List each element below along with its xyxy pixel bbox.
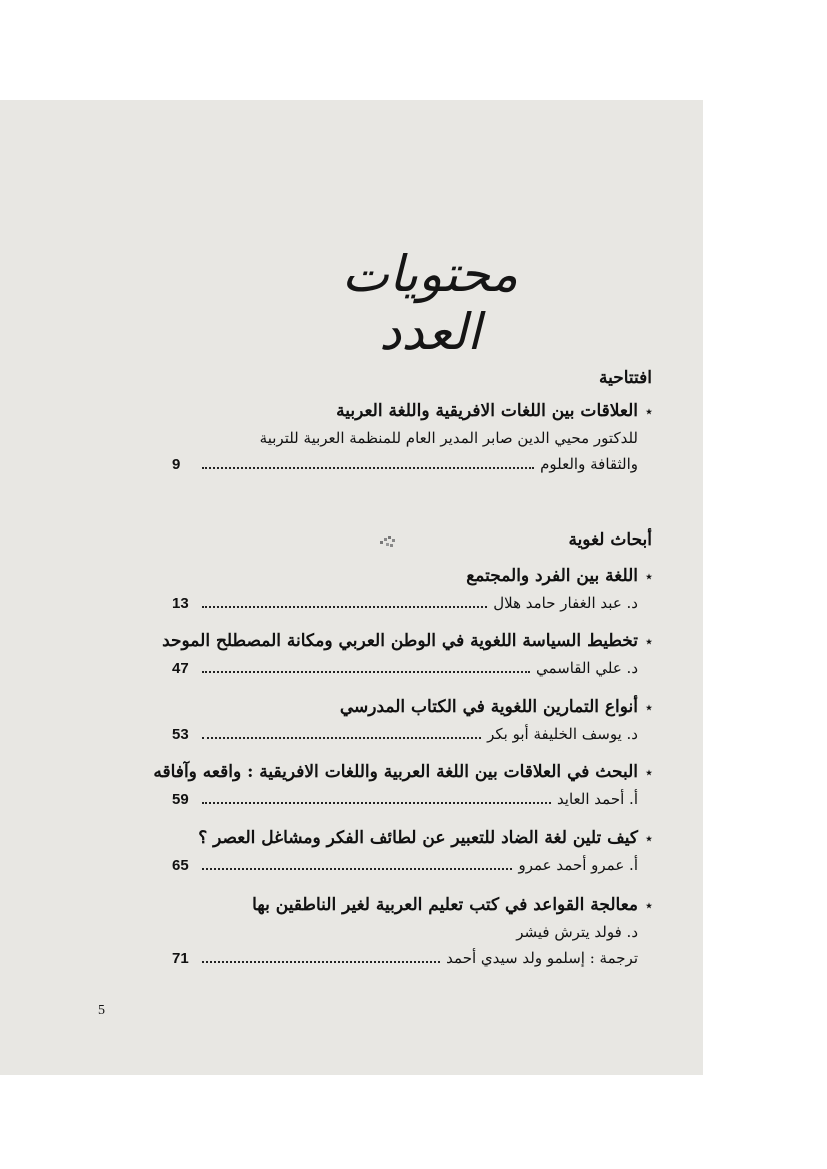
dot-leader: [202, 801, 551, 804]
bullet-icon: ٭: [646, 404, 652, 418]
toc-entry-5[interactable]: [172, 825, 652, 879]
toc-entry-4[interactable]: [153, 759, 652, 813]
entry-author-line: د. فولد يترش فيشر: [516, 922, 638, 941]
entry-page-number: 59: [172, 790, 189, 808]
page-number: 5: [98, 1003, 105, 1018]
dot-leader: [202, 960, 440, 963]
entry-author: والثقافة والعلوم: [540, 454, 638, 473]
entry-page-number: 53: [172, 725, 189, 743]
entry-author: د. عبد الغفار حامد هلال: [493, 593, 638, 612]
bullet-icon: ٭: [646, 765, 652, 779]
toc-entry-1[interactable]: [172, 563, 652, 617]
entry-title: ٭أنواع التمارين اللغوية في الكتاب المدرسي: [339, 697, 652, 717]
toc-title: محتويات العدد: [341, 245, 519, 361]
entry-row: [172, 451, 652, 478]
dot-leader: [202, 736, 481, 739]
bullet-icon: ٭: [646, 898, 652, 912]
entry-row: [172, 590, 652, 617]
entry-author: ترجمة : إسلمو ولد سيدي أحمد: [446, 948, 638, 967]
entry-author-line: للدكتور محيي الدين صابر المدير العام للمنظمة العربية للتربية: [259, 428, 638, 447]
toc-entry-editorial[interactable]: [172, 398, 652, 478]
scan-smudge-icon: [378, 532, 400, 550]
entry-title: ٭كيف تلين لغة الضاد للتعبير عن لطائف الفكر ومشاغل العصر ؟: [198, 828, 652, 848]
bullet-icon: ٭: [646, 831, 652, 845]
entry-author: د. علي القاسمي: [535, 658, 638, 677]
entry-row: [172, 945, 652, 972]
entry-page-number: 47: [172, 659, 189, 677]
dot-leader: [202, 605, 487, 608]
dot-leader: [202, 867, 512, 870]
bullet-icon: ٭: [646, 700, 652, 714]
entry-title: ٭البحث في العلاقات بين اللغة العربية واللغات الافريقية : واقعه وآفاقه: [153, 762, 652, 782]
dot-leader: [202, 466, 534, 469]
entry-row: [172, 852, 652, 879]
entry-title: ٭تخطيط السياسة اللغوية في الوطن العربي ومكانة المصطلح الموحد: [162, 631, 652, 651]
entry-author: أ. أحمد العايد: [556, 789, 638, 808]
toc-entry-6[interactable]: [172, 892, 652, 972]
entry-row: [172, 786, 652, 813]
dot-leader: [202, 670, 530, 673]
bullet-icon: ٭: [646, 634, 652, 648]
toc-entry-3[interactable]: [172, 694, 652, 748]
entry-title: ٭معالجة القواعد في كتب تعليم العربية لغير الناطقين بها: [252, 895, 652, 915]
entry-page-number: 71: [172, 949, 189, 967]
entry-author: أ. عمرو أحمد عمرو: [518, 855, 638, 874]
entry-title: ٭العلاقات بين اللغات الافريقية واللغة العربية: [336, 401, 652, 421]
entry-row: [172, 721, 652, 748]
entry-page-number: 9: [172, 455, 181, 473]
bullet-icon: ٭: [646, 569, 652, 583]
entry-page-number: 13: [172, 594, 189, 612]
section-heading-linguistic-research: أبحاث لغوية: [568, 530, 652, 550]
entry-row: [172, 655, 652, 682]
section-heading-editorial: افتتاحية: [598, 368, 652, 388]
entry-page-number: 65: [172, 856, 189, 874]
entry-title: ٭اللغة بين الفرد والمجتمع: [466, 566, 652, 586]
toc-entry-2[interactable]: [162, 628, 652, 682]
entry-author: د. يوسف الخليفة أبو بكر: [487, 724, 638, 743]
